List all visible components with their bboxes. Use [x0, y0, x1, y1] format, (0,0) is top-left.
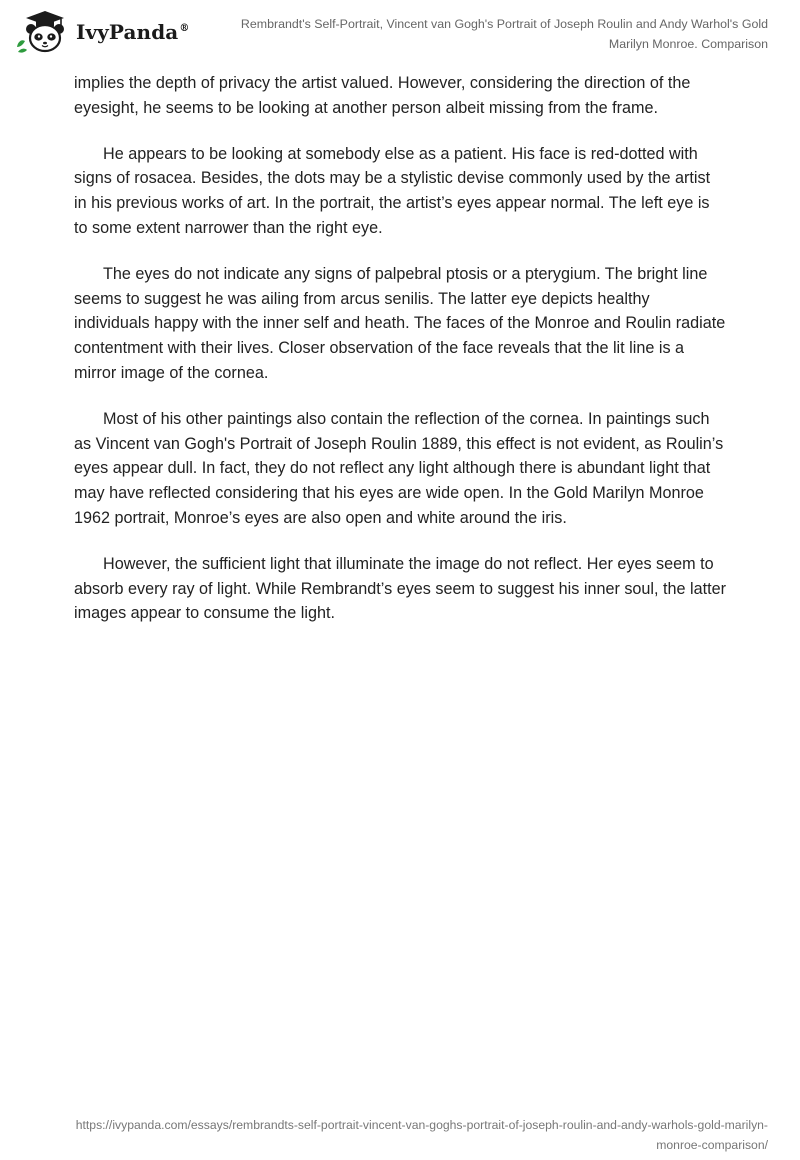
panda-graduate-icon — [14, 8, 72, 54]
source-url[interactable]: https://ivypanda.com/essays/rembrandts-self-portrait-vincent-van-goghs-portrait-of-joseph-roulin-and-andy-warhols-gold-marilyn-monroe-comparison/ — [75, 1118, 768, 1152]
paragraph: implies the depth of privacy the artist valued. However, considering the direction of the eyesight, he seems to be looking at another person albeit missing from the frame. — [74, 74, 691, 117]
paragraph: He appears to be looking at somebody else as a patient. His face is red-dotted with signs of rosacea. Besides, the dots may be a stylistic devise commonly used by the artist in his previous works of art. In the portrait, the artist’s eyes appear normal. The left eye is to some extent narrower than the right eye. — [74, 144, 711, 237]
paragraph: Most of his other paintings also contain the reflection of the cornea. In paintings such as Vincent van Gogh's Portrait of Joseph Roulin 1889, this effect is not evident, as Roulin’s eyes appear dull. In fact, they do not reflect any light although there is abundant light that may have reflected considering that his eyes are wide open. In the Gold Marilyn Monroe 1962 portrait, Monroe’s eyes are also open and white around the iris. — [74, 409, 724, 527]
ivypanda-logo[interactable] — [14, 8, 189, 54]
paragraph: However, the sufficient light that illuminate the image do not reflect. Her eyes seem to absorb every ray of light. While Rembrandt’s eyes seem to suggest his inner soul, the latter images appear to consume the light. — [74, 554, 727, 623]
logo-wordmark: IvyPanda® — [76, 20, 190, 44]
document-title: Rembrandt's Self-Portrait, Vincent van Gogh's Portrait of Joseph Roulin and Andy Warhol's Gold Marilyn Monroe. Comparison — [240, 17, 768, 51]
page-header — [0, 0, 800, 62]
paragraph: The eyes do not indicate any signs of palpebral ptosis or a pterygium. The bright line seems to suggest he was ailing from arcus senilis. The latter eye depicts healthy individuals happy with the inner self and heath. The faces of the Monroe and Roulin radiate contentment with their lives. Closer observation of the face reveals that the lit line is a mirror image of the cornea. — [74, 264, 726, 382]
essay-body — [74, 71, 726, 647]
